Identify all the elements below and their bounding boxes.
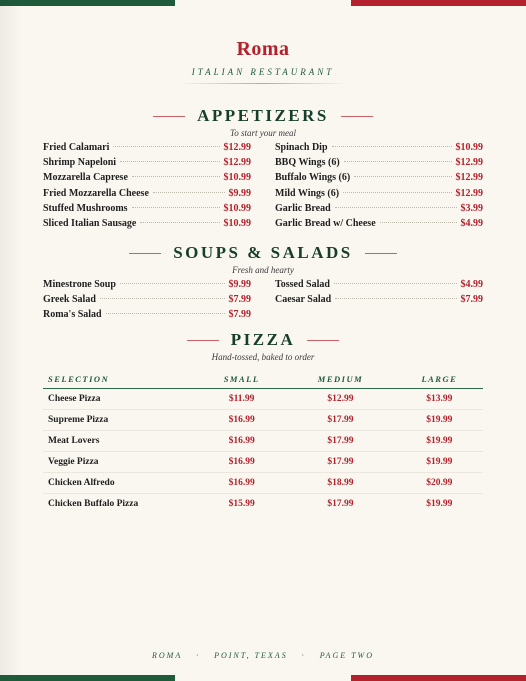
header-divider	[178, 83, 348, 84]
price-medium: $17.99	[327, 499, 354, 509]
soups-subtitle: Fresh and hearty	[232, 265, 294, 275]
price-small: $15.99	[228, 499, 255, 509]
pizza-price-table	[43, 370, 483, 514]
table-row	[43, 410, 483, 431]
price-large: $19.99	[396, 431, 483, 452]
menu-item-price: $9.99	[228, 187, 251, 199]
table-row	[43, 494, 483, 515]
col-header-medium: MEDIUM	[285, 370, 395, 389]
soups-left-column	[43, 279, 251, 325]
menu-item	[43, 172, 251, 187]
appetizers-heading	[43, 106, 483, 126]
menu-item-price: $10.99	[223, 172, 251, 184]
table-row	[43, 431, 483, 452]
price-medium: $17.99	[285, 410, 395, 431]
footer-name: ROMA	[151, 651, 183, 660]
menu-item-name: Garlic Bread w/ Cheese	[275, 217, 376, 229]
dot-leader	[140, 222, 219, 223]
price-medium: $17.99	[285, 431, 395, 452]
heading-rule-left	[129, 253, 161, 254]
dot-leader	[120, 161, 219, 162]
page-shadow	[0, 0, 22, 681]
pizza-subtitle: Hand-tossed, baked to order	[211, 352, 315, 362]
appetizers-title: APPETIZERS	[197, 106, 329, 125]
pizza-heading	[43, 330, 483, 350]
menu-item-name: Stuffed Mushrooms	[43, 202, 128, 214]
menu-item-price: $12.99	[223, 142, 251, 153]
menu-item-price: $12.99	[455, 172, 483, 184]
footer-separator: ·	[196, 651, 201, 660]
pizza-table-header	[43, 370, 483, 389]
menu-item-name: Mozzarella Caprese	[43, 172, 128, 184]
flag-white	[175, 675, 350, 681]
menu-item	[275, 279, 483, 294]
dot-leader	[153, 192, 225, 193]
table-row	[43, 452, 483, 473]
flag-stripe-top	[0, 0, 526, 6]
col-header-selection: SELECTION	[43, 370, 198, 389]
dot-leader	[335, 298, 456, 299]
menu-item	[43, 203, 251, 218]
menu-item-name: Roma's Salad	[43, 309, 102, 321]
table-row	[43, 473, 483, 494]
dot-leader	[100, 298, 225, 299]
dot-leader	[354, 176, 451, 177]
menu-item	[275, 188, 483, 203]
price-small: $16.99	[198, 431, 285, 452]
menu-item	[43, 279, 251, 294]
flag-green	[0, 675, 175, 681]
price-medium: $12.99	[285, 389, 395, 410]
flag-red	[351, 0, 526, 6]
footer-location: POINT, TEXAS	[214, 651, 288, 660]
menu-item-price: $10.99	[455, 142, 483, 153]
menu-item-price: $12.99	[455, 157, 483, 169]
menu-item-price: $4.99	[460, 217, 483, 229]
menu-item-name: Tossed Salad	[275, 279, 330, 290]
menu-item-name: Greek Salad	[43, 294, 96, 306]
price-large: $20.99	[396, 473, 483, 494]
dot-leader	[332, 146, 452, 147]
soups-columns	[43, 279, 483, 325]
flag-green	[0, 0, 175, 6]
menu-item-price: $9.99	[228, 279, 251, 290]
pizza-title: PIZZA	[230, 330, 296, 349]
footer-separator: ·	[301, 651, 306, 660]
dot-leader	[113, 146, 219, 147]
price-large: $19.99	[396, 410, 483, 431]
appetizers-right-column	[275, 142, 483, 233]
menu-item	[43, 309, 251, 324]
price-large: $13.99	[396, 389, 483, 410]
menu-item-price: $12.99	[455, 187, 483, 199]
pizza-name: Veggie Pizza	[43, 452, 198, 473]
menu-item-name: Garlic Bread	[275, 202, 331, 214]
dot-leader	[335, 207, 457, 208]
table-row	[43, 389, 483, 410]
pizza-table-body	[43, 389, 483, 515]
flag-stripe-bottom	[0, 675, 526, 681]
menu-item-price: $7.99	[228, 294, 251, 306]
price-medium: $17.99	[285, 452, 395, 473]
menu-header	[0, 38, 526, 84]
appetizers-left-column	[43, 142, 251, 233]
soups-title: SOUPS & SALADS	[173, 243, 353, 262]
price-small: $16.99	[198, 410, 285, 431]
heading-rule-right	[307, 340, 339, 341]
restaurant-name: Roma	[236, 38, 290, 60]
flag-white	[175, 0, 350, 6]
price-small: $16.99	[198, 473, 285, 494]
restaurant-tagline: ITALIAN RESTAURANT	[191, 67, 335, 77]
menu-item	[275, 203, 483, 218]
menu-item-name: BBQ Wings (6)	[275, 157, 340, 169]
menu-item-name: Mild Wings (6)	[275, 187, 340, 199]
dot-leader	[106, 313, 225, 314]
menu-item-price: $3.99	[460, 202, 483, 214]
dot-leader	[132, 207, 220, 208]
menu-item	[43, 188, 251, 203]
appetizers-columns	[43, 142, 483, 233]
dot-leader	[344, 161, 452, 162]
menu-item-name: Shrimp Napeloni	[43, 157, 117, 169]
soups-salads-section	[43, 243, 483, 325]
flag-red	[351, 675, 526, 681]
dot-leader	[334, 283, 457, 284]
menu-item-name: Spinach Dip	[275, 142, 328, 153]
price-large: $19.99	[426, 499, 453, 509]
price-large: $19.99	[396, 452, 483, 473]
heading-rule-left	[187, 340, 219, 341]
menu-item	[275, 218, 483, 233]
price-small: $11.99	[198, 389, 285, 410]
heading-rule-right	[341, 116, 373, 117]
menu-item-name: Caesar Salad	[275, 294, 332, 306]
menu-item	[275, 157, 483, 172]
pizza-name: Meat Lovers	[43, 431, 198, 452]
appetizers-section	[43, 106, 483, 233]
menu-item	[43, 157, 251, 172]
menu-item-name: Sliced Italian Sausage	[43, 217, 137, 229]
dot-leader	[132, 176, 220, 177]
menu-item	[275, 294, 483, 309]
pizza-name: Supreme Pizza	[43, 410, 198, 431]
heading-rule-left	[153, 116, 185, 117]
col-header-large: LARGE	[396, 370, 483, 389]
menu-item-price: $7.99	[228, 309, 251, 321]
menu-item	[43, 294, 251, 309]
pizza-section	[43, 330, 483, 514]
menu-item	[275, 172, 483, 187]
pizza-name: Chicken Alfredo	[43, 473, 198, 494]
menu-item-price: $7.99	[460, 294, 483, 306]
menu-item-price: $10.99	[223, 202, 251, 214]
menu-item-price: $10.99	[223, 217, 251, 229]
footer-page: PAGE TWO	[319, 651, 374, 660]
pizza-name: Cheese Pizza	[43, 389, 198, 410]
page-footer	[0, 651, 526, 660]
menu-item-name: Buffalo Wings (6)	[275, 172, 351, 184]
menu-item	[43, 142, 251, 157]
menu-item-name: Minestrone Soup	[43, 279, 116, 290]
dot-leader	[380, 222, 457, 223]
soups-heading	[43, 243, 483, 263]
menu-item	[43, 218, 251, 233]
pizza-name: Chicken Buffalo Pizza	[48, 499, 139, 509]
heading-rule-right	[365, 253, 397, 254]
menu-item-name: Fried Mozzarella Cheese	[43, 187, 149, 199]
col-header-small: SMALL	[198, 370, 285, 389]
menu-item-price: $12.99	[223, 157, 251, 169]
menu-item-name: Fried Calamari	[43, 142, 110, 153]
appetizers-subtitle: To start your meal	[230, 128, 296, 138]
dot-leader	[343, 192, 451, 193]
price-medium: $18.99	[285, 473, 395, 494]
dot-leader	[120, 283, 225, 284]
menu-item-price: $4.99	[460, 279, 483, 290]
soups-right-column	[275, 279, 483, 325]
menu-item	[275, 142, 483, 157]
price-small: $16.99	[198, 452, 285, 473]
